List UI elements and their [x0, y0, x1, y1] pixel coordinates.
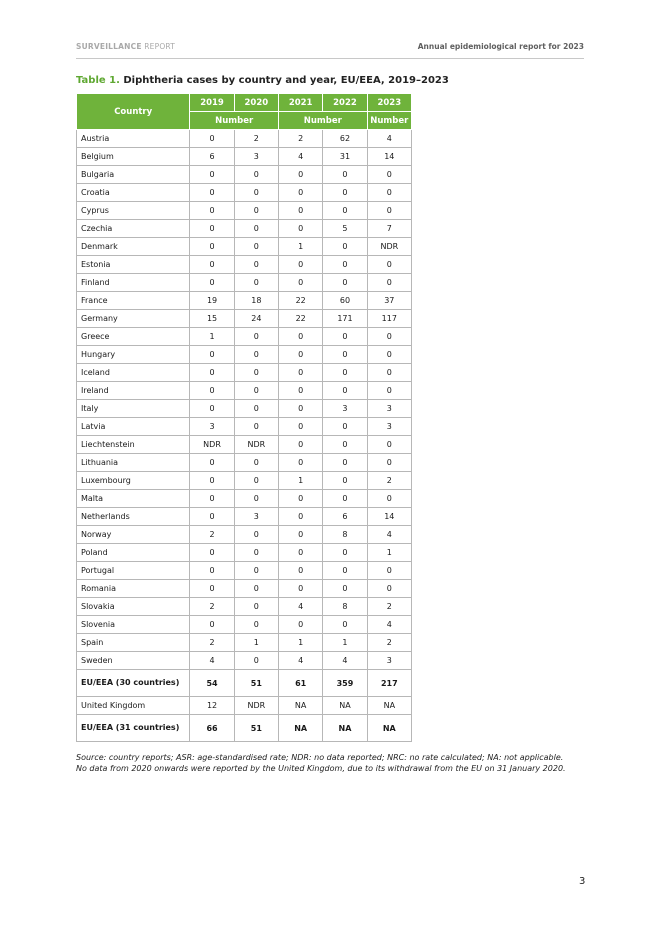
value-cell: 4: [190, 652, 234, 670]
table-row: [77, 292, 412, 310]
value-cell: 217: [367, 670, 411, 697]
value-cell: 4: [367, 526, 411, 544]
value-cell: 2: [190, 598, 234, 616]
value-cell: 0: [323, 544, 367, 562]
value-cell: 0: [323, 382, 367, 400]
value-cell: 0: [190, 256, 234, 274]
value-cell: 0: [234, 598, 278, 616]
table-number: Table 1.: [76, 75, 120, 86]
value-cell: 0: [279, 220, 323, 238]
value-cell: NDR: [234, 436, 278, 454]
value-cell: 6: [323, 508, 367, 526]
country-cell: Bulgaria: [77, 166, 190, 184]
value-cell: 3: [190, 418, 234, 436]
value-cell: 3: [323, 400, 367, 418]
table-row: [77, 166, 412, 184]
value-cell: 0: [367, 454, 411, 472]
value-cell: 2: [190, 634, 234, 652]
value-cell: 8: [323, 526, 367, 544]
value-cell: 4: [323, 652, 367, 670]
value-cell: 0: [279, 454, 323, 472]
value-cell: 0: [323, 436, 367, 454]
value-cell: 66: [190, 715, 234, 742]
value-cell: 0: [190, 184, 234, 202]
value-cell: 0: [279, 526, 323, 544]
country-cell: Iceland: [77, 364, 190, 382]
table-row: [77, 238, 412, 256]
value-cell: 0: [190, 166, 234, 184]
country-cell: Romania: [77, 580, 190, 598]
value-cell: 0: [367, 490, 411, 508]
value-cell: 0: [279, 382, 323, 400]
country-cell: Luxembourg: [77, 472, 190, 490]
value-cell: 0: [190, 400, 234, 418]
value-cell: 14: [367, 148, 411, 166]
country-cell: Norway: [77, 526, 190, 544]
value-cell: 0: [190, 220, 234, 238]
value-cell: 1: [279, 634, 323, 652]
table-row: [77, 328, 412, 346]
value-cell: 54: [190, 670, 234, 697]
value-cell: 0: [323, 562, 367, 580]
country-cell: EU/EEA (30 countries): [77, 670, 190, 697]
value-cell: 4: [367, 130, 411, 148]
table-row: [77, 580, 412, 598]
value-cell: 0: [234, 184, 278, 202]
table-row: [77, 715, 412, 742]
country-cell: Netherlands: [77, 508, 190, 526]
value-cell: 5: [323, 220, 367, 238]
table-row: [77, 616, 412, 634]
country-cell: Italy: [77, 400, 190, 418]
value-cell: 0: [279, 166, 323, 184]
value-cell: 6: [190, 148, 234, 166]
value-cell: NDR: [234, 697, 278, 715]
table-row: [77, 544, 412, 562]
value-cell: 0: [323, 472, 367, 490]
value-cell: 0: [234, 220, 278, 238]
value-cell: 0: [234, 238, 278, 256]
value-cell: 0: [279, 580, 323, 598]
country-cell: Estonia: [77, 256, 190, 274]
value-cell: 0: [279, 256, 323, 274]
value-cell: 0: [234, 328, 278, 346]
value-cell: 0: [279, 184, 323, 202]
table-row: [77, 436, 412, 454]
value-cell: 1: [279, 238, 323, 256]
value-cell: 0: [234, 274, 278, 292]
table-row: [77, 220, 412, 238]
value-cell: NA: [367, 697, 411, 715]
report-title: Annual epidemiological report for 2023: [417, 42, 584, 51]
value-cell: NA: [323, 697, 367, 715]
value-cell: 0: [234, 364, 278, 382]
country-cell: Ireland: [77, 382, 190, 400]
table-row: [77, 382, 412, 400]
report-series-rest: REPORT: [141, 42, 176, 51]
value-cell: 0: [279, 274, 323, 292]
country-cell: Denmark: [77, 238, 190, 256]
value-cell: 3: [234, 508, 278, 526]
value-cell: 359: [323, 670, 367, 697]
country-column-header: Country: [77, 94, 190, 130]
value-cell: 2: [367, 598, 411, 616]
value-cell: 0: [279, 364, 323, 382]
value-cell: 2: [234, 130, 278, 148]
table-row: [77, 634, 412, 652]
value-cell: 19: [190, 292, 234, 310]
table-title: Diphtheria cases by country and year, EU/EEA, 2019–2023: [119, 75, 449, 86]
value-cell: 15: [190, 310, 234, 328]
value-cell: 1: [279, 472, 323, 490]
value-cell: 3: [367, 418, 411, 436]
value-cell: 0: [279, 616, 323, 634]
table-row: [77, 562, 412, 580]
table-row: [77, 184, 412, 202]
country-cell: Sweden: [77, 652, 190, 670]
table-row: [77, 274, 412, 292]
source-line: Source: country reports; ASR: age-standardised rate; NDR: no data reported; NRC: no rate calculated; NA: not applicable.: [76, 753, 564, 762]
value-cell: 0: [367, 580, 411, 598]
table-caption: [76, 75, 449, 86]
running-header: [76, 42, 584, 59]
value-cell: 8: [323, 598, 367, 616]
value-cell: 0: [367, 364, 411, 382]
value-cell: 0: [323, 238, 367, 256]
value-cell: 0: [190, 508, 234, 526]
value-cell: 171: [323, 310, 367, 328]
value-cell: 0: [367, 346, 411, 364]
value-cell: 0: [190, 454, 234, 472]
value-cell: 0: [234, 400, 278, 418]
value-cell: 0: [323, 256, 367, 274]
value-cell: 0: [367, 562, 411, 580]
value-cell: 1: [367, 544, 411, 562]
value-cell: 0: [234, 526, 278, 544]
value-cell: 0: [234, 580, 278, 598]
country-cell: Slovenia: [77, 616, 190, 634]
value-cell: 24: [234, 310, 278, 328]
unit-header: Number: [190, 112, 279, 130]
report-series-bold: SURVEILLANCE: [76, 42, 142, 51]
value-cell: 0: [367, 184, 411, 202]
country-cell: Czechia: [77, 220, 190, 238]
value-cell: 0: [323, 202, 367, 220]
country-cell: Austria: [77, 130, 190, 148]
country-cell: France: [77, 292, 190, 310]
country-cell: Hungary: [77, 346, 190, 364]
value-cell: 18: [234, 292, 278, 310]
diphtheria-cases-table: [76, 93, 412, 742]
value-cell: NDR: [190, 436, 234, 454]
table-row: [77, 148, 412, 166]
value-cell: 0: [190, 238, 234, 256]
value-cell: 0: [367, 382, 411, 400]
value-cell: 0: [234, 454, 278, 472]
value-cell: 0: [279, 346, 323, 364]
value-cell: 0: [323, 454, 367, 472]
value-cell: 0: [367, 256, 411, 274]
value-cell: 0: [190, 472, 234, 490]
country-cell: Poland: [77, 544, 190, 562]
value-cell: 0: [279, 436, 323, 454]
value-cell: 0: [190, 382, 234, 400]
table-row: [77, 652, 412, 670]
table-row: [77, 670, 412, 697]
value-cell: 0: [323, 274, 367, 292]
value-cell: 62: [323, 130, 367, 148]
value-cell: 2: [190, 526, 234, 544]
value-cell: 0: [279, 328, 323, 346]
value-cell: 0: [190, 130, 234, 148]
table-row: [77, 130, 412, 148]
value-cell: 12: [190, 697, 234, 715]
year-header: 2021: [279, 94, 323, 112]
value-cell: 51: [234, 670, 278, 697]
value-cell: 0: [190, 562, 234, 580]
value-cell: 60: [323, 292, 367, 310]
value-cell: 1: [323, 634, 367, 652]
value-cell: NA: [279, 697, 323, 715]
value-cell: 0: [234, 382, 278, 400]
country-cell: Cyprus: [77, 202, 190, 220]
report-series-label: [76, 42, 175, 51]
value-cell: 0: [190, 616, 234, 634]
value-cell: 0: [234, 202, 278, 220]
table-row: [77, 400, 412, 418]
value-cell: 0: [279, 562, 323, 580]
source-line: No data from 2020 onwards were reported by the United Kingdom, due to its withdrawal from the EU on 31 January 2020.: [76, 764, 566, 773]
value-cell: 0: [234, 256, 278, 274]
value-cell: 0: [367, 328, 411, 346]
value-cell: 3: [234, 148, 278, 166]
value-cell: 0: [323, 616, 367, 634]
value-cell: 0: [190, 202, 234, 220]
value-cell: 0: [190, 346, 234, 364]
table-row: [77, 256, 412, 274]
value-cell: 0: [323, 418, 367, 436]
value-cell: 0: [279, 544, 323, 562]
unit-header: Number: [279, 112, 368, 130]
table-row: [77, 472, 412, 490]
value-cell: 0: [234, 418, 278, 436]
country-cell: Greece: [77, 328, 190, 346]
value-cell: NA: [279, 715, 323, 742]
value-cell: 4: [279, 652, 323, 670]
value-cell: 1: [190, 328, 234, 346]
value-cell: 51: [234, 715, 278, 742]
table-row: [77, 697, 412, 715]
value-cell: 4: [367, 616, 411, 634]
year-header: 2020: [234, 94, 278, 112]
value-cell: 22: [279, 310, 323, 328]
value-cell: NA: [323, 715, 367, 742]
country-cell: Slovakia: [77, 598, 190, 616]
country-cell: United Kingdom: [77, 697, 190, 715]
value-cell: 37: [367, 292, 411, 310]
value-cell: 14: [367, 508, 411, 526]
country-cell: Finland: [77, 274, 190, 292]
value-cell: 0: [190, 364, 234, 382]
value-cell: 0: [279, 490, 323, 508]
year-header: 2019: [190, 94, 234, 112]
value-cell: 0: [323, 166, 367, 184]
value-cell: 0: [190, 580, 234, 598]
value-cell: 0: [234, 616, 278, 634]
value-cell: 0: [234, 346, 278, 364]
value-cell: 2: [367, 472, 411, 490]
value-cell: 0: [279, 508, 323, 526]
value-cell: 2: [279, 130, 323, 148]
value-cell: 0: [190, 544, 234, 562]
country-cell: Lithuania: [77, 454, 190, 472]
value-cell: 0: [323, 490, 367, 508]
table-body: [77, 130, 412, 742]
value-cell: 0: [367, 274, 411, 292]
value-cell: 0: [234, 652, 278, 670]
value-cell: 7: [367, 220, 411, 238]
value-cell: 3: [367, 652, 411, 670]
table-row: [77, 346, 412, 364]
country-cell: Germany: [77, 310, 190, 328]
table-row: [77, 526, 412, 544]
page-number: 3: [579, 876, 586, 887]
value-cell: 0: [323, 346, 367, 364]
value-cell: NDR: [367, 238, 411, 256]
value-cell: 0: [279, 418, 323, 436]
value-cell: 0: [234, 472, 278, 490]
value-cell: 0: [323, 184, 367, 202]
value-cell: 0: [190, 490, 234, 508]
value-cell: 0: [234, 166, 278, 184]
value-cell: 1: [234, 634, 278, 652]
table-row: [77, 310, 412, 328]
value-cell: 61: [279, 670, 323, 697]
country-cell: Spain: [77, 634, 190, 652]
unit-header: Number: [367, 112, 411, 130]
table-row: [77, 454, 412, 472]
value-cell: 0: [367, 436, 411, 454]
country-cell: Croatia: [77, 184, 190, 202]
table-row: [77, 364, 412, 382]
table-source-note: [76, 752, 596, 774]
value-cell: 0: [367, 166, 411, 184]
country-cell: Portugal: [77, 562, 190, 580]
value-cell: 0: [190, 274, 234, 292]
country-cell: Liechtenstein: [77, 436, 190, 454]
value-cell: 31: [323, 148, 367, 166]
year-header: 2023: [367, 94, 411, 112]
country-cell: EU/EEA (31 countries): [77, 715, 190, 742]
value-cell: 0: [279, 202, 323, 220]
value-cell: 2: [367, 634, 411, 652]
table-row: [77, 418, 412, 436]
country-cell: Latvia: [77, 418, 190, 436]
table-row: [77, 490, 412, 508]
value-cell: 0: [279, 400, 323, 418]
value-cell: 0: [323, 364, 367, 382]
table-row: [77, 202, 412, 220]
value-cell: 3: [367, 400, 411, 418]
value-cell: 0: [234, 544, 278, 562]
year-header: 2022: [323, 94, 367, 112]
table-row: [77, 598, 412, 616]
value-cell: 0: [323, 328, 367, 346]
value-cell: 0: [234, 490, 278, 508]
value-cell: 0: [323, 580, 367, 598]
country-cell: Malta: [77, 490, 190, 508]
value-cell: 4: [279, 148, 323, 166]
country-cell: Belgium: [77, 148, 190, 166]
value-cell: 117: [367, 310, 411, 328]
value-cell: 0: [367, 202, 411, 220]
value-cell: NA: [367, 715, 411, 742]
value-cell: 0: [234, 562, 278, 580]
value-cell: 4: [279, 598, 323, 616]
table-row: [77, 508, 412, 526]
value-cell: 22: [279, 292, 323, 310]
